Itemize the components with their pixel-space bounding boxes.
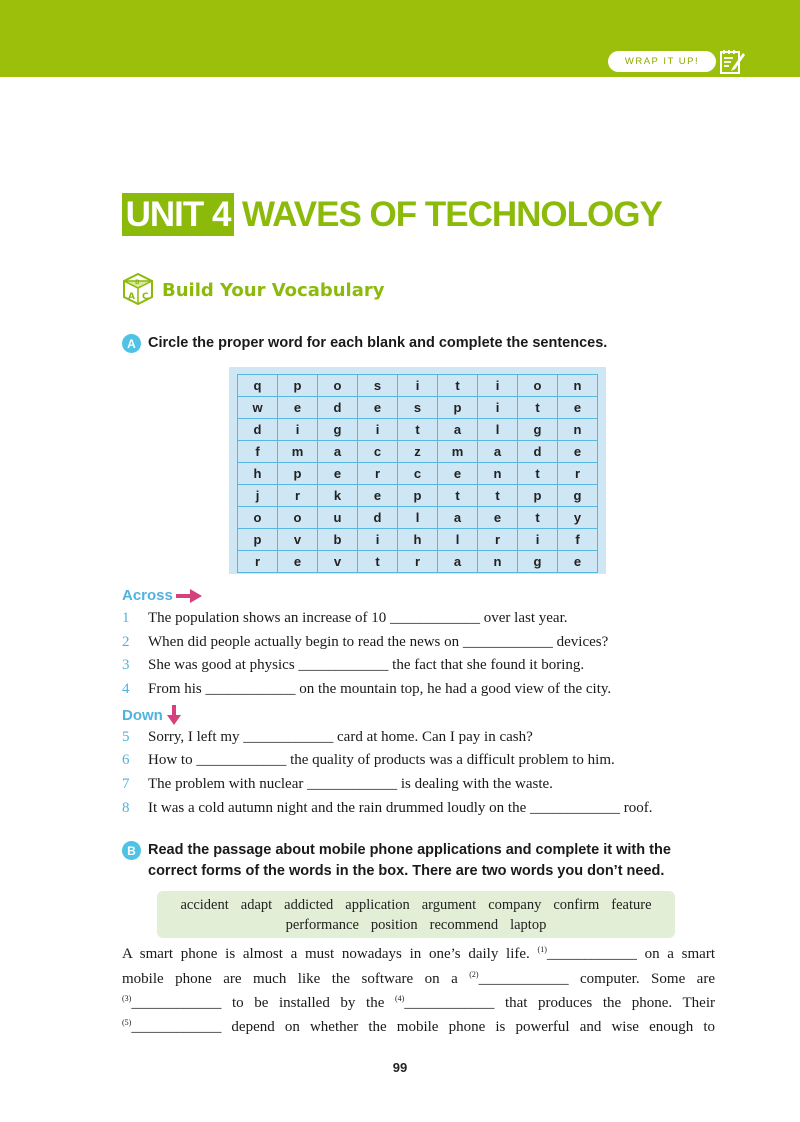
grid-cell[interactable]: s <box>398 397 438 419</box>
across-sentence-4: 4 From his ____________ on the mountain top, he had a good view of the city. <box>122 681 612 697</box>
section-b-badge: B <box>122 841 141 860</box>
grid-cell[interactable]: d <box>358 507 398 529</box>
svg-text:C: C <box>142 292 149 302</box>
grid-row <box>238 507 598 529</box>
grid-cell[interactable]: h <box>238 463 278 485</box>
grid-cell[interactable]: e <box>278 397 318 419</box>
word-bank-item: accident <box>180 897 229 913</box>
word-bank-row-2 <box>157 915 675 935</box>
passage-line-4: $^{(5)}$____________ depend on whether the mobile phone is powerful and wise enough to <box>122 1018 715 1035</box>
down-heading <box>122 705 181 725</box>
word-bank-item: confirm <box>553 897 600 913</box>
word-bank-item: performance <box>285 917 359 933</box>
grid-cell[interactable]: v <box>278 529 318 551</box>
unit-label: UNIT 4 <box>122 193 234 236</box>
grid-cell[interactable]: a <box>478 441 518 463</box>
grid-cell[interactable]: i <box>358 419 398 441</box>
grid-row <box>238 551 598 573</box>
word-bank-row-1 <box>157 895 675 915</box>
page-number: 99 <box>392 1060 408 1075</box>
grid-cell[interactable]: r <box>558 463 598 485</box>
word-bank-item: application <box>345 897 410 913</box>
grid-cell[interactable]: r <box>238 551 278 573</box>
grid-cell[interactable]: i <box>398 375 438 397</box>
grid-cell[interactable]: o <box>318 375 358 397</box>
pencil-notepad-icon <box>718 47 746 75</box>
passage-line-3: $^{(3)}$____________ to be installed by the $^{(4)}$____________ that produces the phone. Their <box>122 994 715 1011</box>
grid-cell[interactable]: f <box>558 529 598 551</box>
grid-cell[interactable]: t <box>398 419 438 441</box>
grid-cell[interactable]: d <box>518 441 558 463</box>
grid-cell[interactable]: i <box>518 529 558 551</box>
word-search-puzzle <box>229 367 606 574</box>
grid-cell[interactable]: v <box>318 551 358 573</box>
grid-cell[interactable]: j <box>238 485 278 507</box>
grid-cell[interactable]: e <box>478 507 518 529</box>
grid-cell[interactable]: l <box>398 507 438 529</box>
section-b-instruction-line-1: Read the passage about mobile phone applications and complete it with the <box>148 842 671 858</box>
grid-cell[interactable]: p <box>398 485 438 507</box>
grid-cell[interactable]: t <box>438 485 478 507</box>
grid-cell[interactable]: i <box>278 419 318 441</box>
grid-cell[interactable]: w <box>238 397 278 419</box>
grid-cell[interactable]: e <box>358 485 398 507</box>
grid-cell[interactable]: e <box>558 441 598 463</box>
grid-cell[interactable]: i <box>478 375 518 397</box>
grid-cell[interactable]: t <box>358 551 398 573</box>
passage-line-2: mobile phone are much like the software on a $^{(2)}$____________ computer. Some are <box>122 970 715 987</box>
unit-title: WAVES OF TECHNOLOGY <box>242 195 662 234</box>
across-label: Across <box>122 587 173 604</box>
section-a-instruction: Circle the proper word for each blank and complete the sentences. <box>148 335 608 351</box>
grid-cell[interactable]: s <box>358 375 398 397</box>
across-sentence-1: 1 The population shows an increase of 10 ____________ over last year. <box>122 610 568 626</box>
grid-cell[interactable]: d <box>238 419 278 441</box>
grid-cell[interactable]: e <box>358 397 398 419</box>
word-bank-item: laptop <box>510 917 547 933</box>
grid-cell[interactable]: o <box>278 507 318 529</box>
grid-cell[interactable]: c <box>358 441 398 463</box>
grid-cell[interactable]: o <box>238 507 278 529</box>
word-bank-item: position <box>370 917 418 933</box>
word-bank-box <box>157 891 675 938</box>
across-sentence-2: 2 When did people actually begin to read the news on ____________ devices? <box>122 634 609 650</box>
arrow-down-icon <box>167 705 181 725</box>
grid-cell[interactable]: e <box>278 551 318 573</box>
grid-cell[interactable]: h <box>398 529 438 551</box>
grid-cell[interactable]: e <box>558 551 598 573</box>
grid-cell[interactable]: n <box>478 551 518 573</box>
grid-cell[interactable]: c <box>398 463 438 485</box>
word-bank-item: adapt <box>240 897 273 913</box>
across-sentence-3: 3 She was good at physics ____________ the fact that she found it boring. <box>122 657 585 673</box>
across-heading <box>122 587 202 604</box>
vocabulary-heading: Build Your Vocabulary <box>162 280 385 301</box>
grid-cell[interactable]: l <box>478 419 518 441</box>
grid-cell[interactable]: m <box>278 441 318 463</box>
down-label: Down <box>122 706 163 724</box>
grid-cell[interactable]: t <box>518 507 558 529</box>
grid-row <box>238 419 598 441</box>
grid-cell[interactable]: r <box>358 463 398 485</box>
grid-cell[interactable]: p <box>278 375 318 397</box>
grid-cell[interactable]: n <box>558 419 598 441</box>
grid-cell[interactable]: t <box>478 485 518 507</box>
down-sentence-6: 6 How to ____________ the quality of products was a difficult problem to him. <box>122 752 615 768</box>
grid-row <box>238 375 598 397</box>
grid-row <box>238 485 598 507</box>
grid-cell[interactable]: r <box>478 529 518 551</box>
grid-row <box>238 441 598 463</box>
grid-cell[interactable]: t <box>438 375 478 397</box>
grid-cell[interactable]: a <box>438 507 478 529</box>
section-b-instruction-line-2: correct forms of the words in the box. There are two words you don’t need. <box>148 863 665 879</box>
wrap-it-up-label: WRAP IT UP! <box>608 51 716 72</box>
grid-cell[interactable]: i <box>358 529 398 551</box>
grid-cell[interactable]: m <box>438 441 478 463</box>
svg-text:A: A <box>128 292 135 302</box>
grid-row <box>238 463 598 485</box>
grid-cell[interactable]: e <box>438 463 478 485</box>
grid-cell[interactable]: t <box>518 397 558 419</box>
grid-cell[interactable]: k <box>318 485 358 507</box>
grid-cell[interactable]: p <box>278 463 318 485</box>
grid-cell[interactable]: e <box>558 397 598 419</box>
word-bank-item: recommend <box>429 917 499 933</box>
grid-cell[interactable]: f <box>238 441 278 463</box>
grid-cell[interactable]: p <box>438 397 478 419</box>
word-search-grid <box>237 374 598 573</box>
word-bank-item: company <box>488 897 542 913</box>
grid-cell[interactable]: r <box>398 551 438 573</box>
down-sentence-7: 7 The problem with nuclear ____________ is dealing with the waste. <box>122 776 553 792</box>
arrow-right-icon <box>176 589 202 603</box>
grid-cell[interactable]: z <box>398 441 438 463</box>
grid-cell[interactable]: y <box>558 507 598 529</box>
section-a-badge: A <box>122 334 141 353</box>
grid-cell[interactable]: g <box>558 485 598 507</box>
grid-cell[interactable]: a <box>318 441 358 463</box>
grid-cell[interactable]: e <box>318 463 358 485</box>
word-bank-item: feature <box>611 897 652 913</box>
passage-line-1: A smart phone is almost a must nowadays in one’s daily life. $^{(1)}$____________ on a smart <box>122 945 716 962</box>
grid-cell[interactable]: q <box>238 375 278 397</box>
svg-text:B: B <box>135 279 140 286</box>
grid-cell[interactable]: t <box>518 463 558 485</box>
grid-cell[interactable]: p <box>518 485 558 507</box>
grid-cell[interactable]: l <box>438 529 478 551</box>
grid-cell[interactable]: g <box>518 419 558 441</box>
grid-cell[interactable]: n <box>558 375 598 397</box>
word-bank-item: addicted <box>284 897 334 913</box>
grid-cell[interactable]: d <box>318 397 358 419</box>
grid-cell[interactable]: a <box>438 419 478 441</box>
grid-cell[interactable]: n <box>478 463 518 485</box>
grid-cell[interactable]: p <box>238 529 278 551</box>
abc-blocks-icon <box>120 271 156 305</box>
grid-row <box>238 397 598 419</box>
grid-cell[interactable]: g <box>518 551 558 573</box>
down-sentence-5: 5 Sorry, I left my ____________ card at home. Can I pay in cash? <box>122 729 533 745</box>
grid-row <box>238 529 598 551</box>
grid-cell[interactable]: b <box>318 529 358 551</box>
grid-cell[interactable]: o <box>518 375 558 397</box>
grid-cell[interactable]: g <box>318 419 358 441</box>
grid-cell[interactable]: i <box>478 397 518 419</box>
grid-cell[interactable]: u <box>318 507 358 529</box>
word-bank-item: argument <box>421 897 477 913</box>
grid-cell[interactable]: r <box>278 485 318 507</box>
down-sentence-8: 8 It was a cold autumn night and the rain drummed loudly on the ____________ roof. <box>122 800 653 816</box>
grid-cell[interactable]: a <box>438 551 478 573</box>
